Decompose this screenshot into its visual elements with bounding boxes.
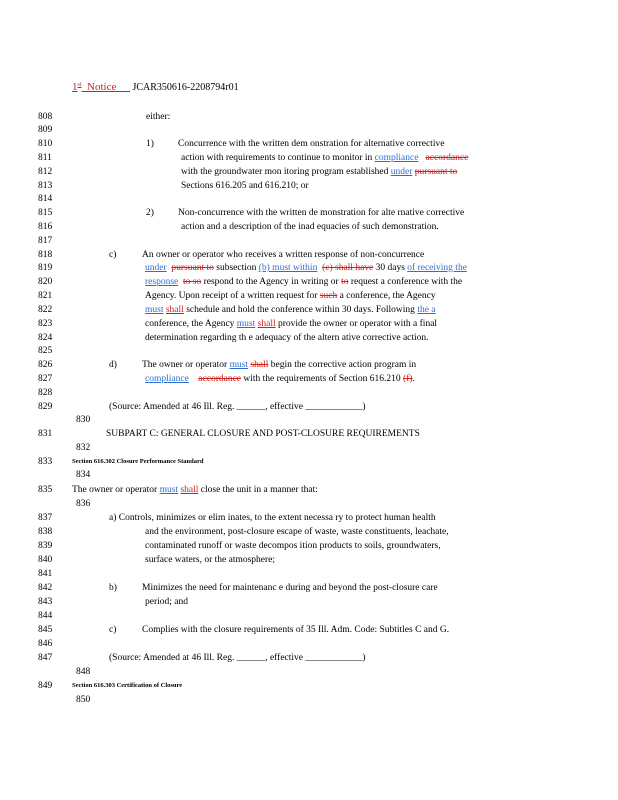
line-number: 817	[38, 236, 53, 246]
deletion: accordance	[425, 153, 469, 163]
line-number: 810	[38, 139, 53, 149]
line-number: 839	[38, 541, 53, 551]
item-2-line-b: action and a description of the inad equacies of such demonstration.	[181, 222, 439, 232]
line-number: 824	[38, 333, 53, 343]
line-number: 845	[38, 625, 53, 635]
owner-operator-clause: The owner or operator must shall close the unit in a manner that:	[72, 485, 318, 495]
line-number: 825	[38, 346, 53, 356]
line-number: 841	[38, 569, 53, 579]
line-number: 846	[38, 639, 53, 649]
deletion: (c) shall have	[322, 263, 374, 273]
line-number: 821	[38, 291, 53, 301]
para-c2-label: c)	[109, 625, 117, 635]
deletion: (f)	[403, 374, 413, 384]
source-note-2: (Source: Amended at 46 Ill. Reg. ______, effective ____________)	[109, 653, 366, 663]
insertion: under	[390, 167, 413, 177]
deletion: to	[341, 277, 349, 287]
item-2-line-a: Non-concurrence with the written de monstration for alte rnative corrective	[178, 208, 465, 218]
para-c-line-c: response to so respond to the Agency in writing or to request a conference with the	[145, 277, 463, 287]
line-number: 842	[38, 583, 53, 593]
notice-superscript: st	[77, 82, 82, 88]
deletion: pursuant to	[414, 167, 458, 177]
insertion: must	[159, 485, 179, 495]
line-number: 827	[38, 374, 53, 384]
line-number: 847	[38, 653, 53, 663]
deletion: pursuant to	[171, 263, 214, 273]
line-number: 849	[38, 681, 53, 691]
item-1-line-c: with the groundwater mon itoring program established under pursuant to	[181, 167, 458, 177]
line-number: 818	[38, 250, 53, 260]
line-number: 829	[38, 402, 53, 412]
line-number: 832	[76, 443, 91, 453]
insertion: under	[145, 263, 167, 273]
line-number: 819	[38, 263, 53, 273]
insertion: the a	[417, 305, 436, 315]
line-number: 815	[38, 208, 53, 218]
item-1-number: 1)	[146, 139, 154, 149]
item-1-line-d: Sections 616.205 and 616.210; or	[181, 181, 309, 191]
line-number: 830	[76, 415, 91, 425]
line-number: 808	[38, 112, 53, 122]
notice-word: Notice	[87, 81, 117, 94]
line-number: 843	[38, 597, 53, 607]
insertion: compliance	[145, 374, 189, 384]
line-number: 823	[38, 319, 53, 329]
line-number: 820	[38, 277, 53, 287]
line-number: 850	[76, 695, 91, 705]
line-number: 835	[38, 485, 53, 495]
line-number: 844	[38, 611, 53, 621]
line-number: 833	[38, 457, 53, 467]
replacement: shall	[180, 485, 199, 495]
para-d-line-b: compliance accordance with the requirements of Section 616.210 (f).	[145, 374, 415, 384]
line-number: 837	[38, 513, 53, 523]
line-number: 812	[38, 167, 53, 177]
line-number: 828	[38, 388, 53, 398]
line-number: 831	[38, 429, 53, 439]
item-1-line-b: action with requirements to continue to monitor in compliance accordance	[181, 153, 469, 163]
para-c-label: c)	[109, 250, 117, 260]
line-number: 809	[38, 125, 53, 135]
line-number: 840	[38, 555, 53, 565]
line-number: 811	[38, 153, 52, 163]
insertion: compliance	[374, 153, 419, 163]
insertion: (b) must within	[258, 263, 318, 273]
deletion: accordance	[198, 374, 242, 384]
line-number: 848	[76, 667, 91, 677]
notice-number: 1	[72, 81, 78, 94]
section-616-303-heading: Section 616.303 Certification of Closure	[72, 682, 183, 689]
text-either: either:	[146, 112, 171, 122]
para-d-line-a: The owner or operator must shall begin the corrective action program in	[142, 360, 417, 370]
section-616-302-heading: Section 616.302 Closure Performance Standard	[72, 458, 204, 465]
line-number: 822	[38, 305, 53, 315]
para-d-label: d)	[109, 360, 117, 370]
line-number: 813	[38, 181, 53, 191]
deletion: such	[319, 291, 338, 301]
para-c-line-e: must shall schedule and hold the conference within 30 days. Following the a	[145, 305, 436, 315]
line-number: 838	[38, 527, 53, 537]
replacement: shall	[165, 305, 184, 315]
source-note-1: (Source: Amended at 46 Ill. Reg. ______, effective ____________)	[109, 402, 366, 412]
para-b-line-a: Minimizes the need for maintenanc e during and beyond the post-closure care	[142, 583, 438, 593]
para-b-label: b)	[109, 583, 117, 593]
insertion: must	[229, 360, 249, 370]
para-b-line-b: period; and	[145, 597, 189, 607]
document-id: JCAR350616-2208794r01	[132, 82, 239, 94]
line-number: 816	[38, 222, 53, 232]
para-c-line-b: under pursuant to subsection (b) must within (c) shall have 30 days of receiving the	[145, 263, 467, 273]
insertion: response	[145, 277, 179, 287]
para-a-line-d: surface waters, or the atmosphere;	[145, 555, 276, 565]
para-c-line-f: conference, the Agency must shall provide the owner or operator with a final	[145, 319, 438, 329]
para-c2-line-a: Complies with the closure requirements of 35 Ill. Adm. Code: Subtitles C and G.	[142, 625, 450, 635]
replacement: shall	[257, 319, 276, 329]
line-number: 836	[76, 499, 91, 509]
insertion: must	[236, 319, 256, 329]
deletion: shall	[250, 360, 269, 370]
line-number: 814	[38, 194, 53, 204]
line-number: 826	[38, 360, 53, 370]
para-c-line-g: determination regarding th e adequacy of the altern ative corrective action.	[145, 333, 429, 343]
line-number: 834	[76, 470, 91, 480]
notice-header	[72, 79, 239, 94]
deletion: to so	[183, 277, 202, 287]
item-2-number: 2)	[146, 208, 154, 218]
para-c-line-a: An owner or operator who receives a written response of non-concurrence	[142, 250, 425, 260]
insertion: of receiving the	[407, 263, 467, 273]
para-a-line-a: a) Controls, minimizes or elim inates, to the extent necessa ry to protect human health	[109, 513, 436, 523]
para-a-line-c: contaminated runoff or waste decompos ition products to soils, groundwaters,	[145, 541, 441, 551]
subpart-heading: SUBPART C: GENERAL CLOSURE AND POST-CLOSURE REQUIREMENTS	[106, 429, 420, 439]
para-a-line-b: and the environment, post-closure escape of waste, waste constituents, leachate,	[145, 527, 449, 537]
insertion: must	[145, 305, 164, 315]
item-1-line-a: Concurrence with the written dem onstration for alternative corrective	[178, 139, 445, 149]
para-c-line-d: Agency. Upon receipt of a written request for such a conference, the Agency	[145, 291, 436, 301]
